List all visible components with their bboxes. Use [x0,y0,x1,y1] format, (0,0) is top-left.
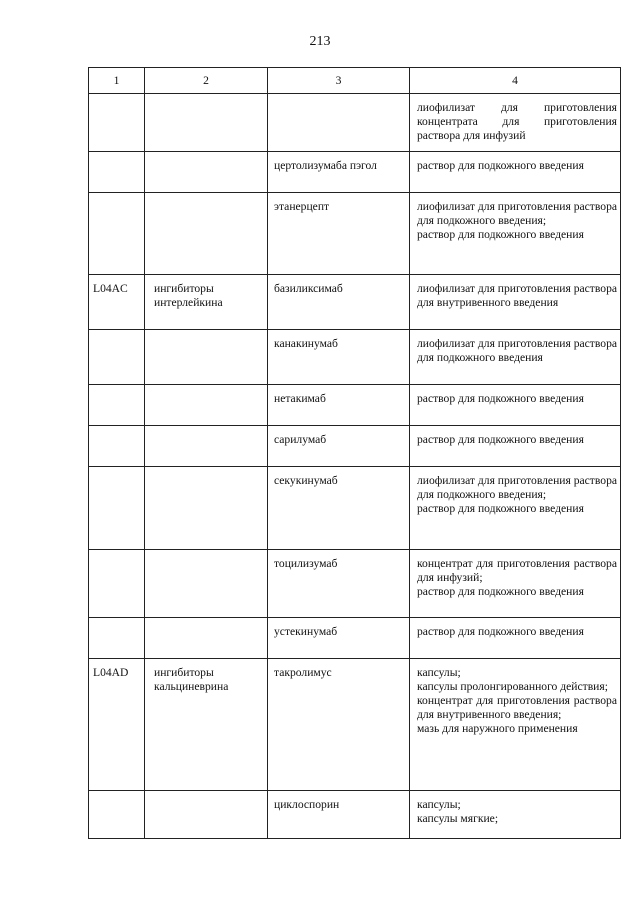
dosage-forms-cell [410,618,621,659]
dosage-form-item: лиофилизат для приготовления раствора для подкожного введения; [417,200,618,227]
dosage-form-list [410,426,620,455]
dosage-form-item: капсулы; [417,666,461,679]
group-name-cell-text [145,550,267,565]
atc-code-cell [89,550,145,618]
drug-name-cell-text: канакинумаб [274,337,338,350]
table-row [89,94,621,152]
dosage-form-item: раствор для подкожного введения [417,228,584,241]
dosage-forms-cell [410,385,621,426]
drug-name-cell-text: секукинумаб [274,474,338,487]
drug-name-cell [268,275,410,330]
dosage-form-item: раствор для подкожного введения [417,392,584,405]
drug-name-cell [268,659,410,791]
drug-name-cell [268,618,410,659]
drug-name-cell [268,467,410,550]
drug-name-cell-text: устекинумаб [274,625,338,638]
atc-code-cell-text: L04AD [93,666,129,679]
drug-name-cell [268,94,410,152]
group-name-cell [145,550,268,618]
dosage-form-item: раствор для подкожного введения [417,502,584,515]
group-name-cell-text [145,330,267,345]
atc-code-cell-text [89,550,144,565]
group-name-cell [145,385,268,426]
atc-code-cell [89,193,145,275]
dosage-form-item: раствор для подкожного введения [417,585,584,598]
dosage-forms-cell [410,426,621,467]
page-number: 213 [309,34,331,49]
group-name-cell [145,152,268,193]
atc-code-cell-text [89,467,144,482]
group-name-cell-text [145,385,267,400]
group-name-cell [145,618,268,659]
drug-name-cell-text [268,94,409,109]
dosage-form-item: раствор для подкожного введения [417,433,584,446]
group-name-cell [145,426,268,467]
dosage-form-list [410,467,620,524]
dosage-form-item: капсулы мягкие; [417,812,499,825]
table-row [89,275,621,330]
dosage-form-item: концентрат для приготовления раствора для инфузий; [417,557,617,584]
table-row [89,193,621,275]
atc-code-cell-text [89,426,144,441]
dosage-forms-cell [410,152,621,193]
dosage-form-list [410,618,620,647]
drug-table [88,67,621,839]
dosage-form-item: лиофилизат для приготовления концентрата для приготовления раствора для инфузий [417,101,617,142]
atc-code-cell [89,618,145,659]
atc-code-cell [89,467,145,550]
dosage-form-item: раствор для подкожного введения [417,159,584,172]
atc-code-cell-text [89,193,144,208]
drug-name-cell-text: сарилумаб [274,433,327,446]
atc-code-cell [89,385,145,426]
group-name-cell [145,94,268,152]
dosage-forms-cell [410,94,621,152]
dosage-form-item: лиофилизат для приготовления раствора для внутривенного введения [417,282,618,309]
group-name-cell [145,193,268,275]
atc-code-cell-text [89,94,144,109]
header-col-4: 4 [410,68,621,94]
dosage-form-item: лиофилизат для приготовления раствора для подкожного введения; [417,474,618,501]
atc-code-cell-text [89,385,144,400]
group-name-cell-text [145,467,267,482]
dosage-form-list [410,152,620,181]
dosage-form-list [410,385,620,414]
dosage-form-item: лиофилизат для приготовления раствора для подкожного введения [417,337,618,364]
table-row [89,791,621,839]
atc-code-cell-text [89,618,144,633]
header-row [89,68,621,94]
group-name-cell-text: ингибиторы кальциневрина [154,666,229,693]
dosage-forms-cell [410,193,621,275]
dosage-form-list [410,94,620,151]
drug-name-cell [268,152,410,193]
atc-code-cell [89,94,145,152]
drug-name-cell [268,791,410,839]
atc-code-cell-text [89,330,144,345]
atc-code-cell [89,275,145,330]
dosage-forms-cell [410,330,621,385]
atc-code-cell-text: L04AC [93,282,128,295]
drug-name-cell-text: нетакимаб [274,392,326,405]
drug-name-cell [268,385,410,426]
group-name-cell [145,791,268,839]
group-name-cell-text [145,152,267,167]
dosage-form-list [410,659,620,744]
header-col-1: 1 [89,68,145,94]
dosage-form-item: капсулы; [417,798,461,811]
table-row [89,426,621,467]
dosage-form-list [410,791,620,834]
table-row [89,467,621,550]
atc-code-cell [89,426,145,467]
group-name-cell-text [145,193,267,208]
dosage-forms-cell [410,791,621,839]
dosage-forms-cell [410,550,621,618]
dosage-form-list [410,330,620,373]
table-row [89,152,621,193]
atc-code-cell-text [89,152,144,167]
table-row [89,330,621,385]
table-row [89,659,621,791]
table-row [89,385,621,426]
drug-name-cell [268,193,410,275]
header-col-3: 3 [268,68,410,94]
header-col-2: 2 [145,68,268,94]
drug-name-cell-text: такролимус [274,666,332,679]
atc-code-cell [89,152,145,193]
group-name-cell [145,659,268,791]
atc-code-cell [89,791,145,839]
group-name-cell [145,275,268,330]
dosage-forms-cell [410,659,621,791]
group-name-cell [145,330,268,385]
table-row [89,550,621,618]
dosage-form-item: капсулы пролонгированного действия; [417,680,608,693]
dosage-form-item: мазь для наружного применения [417,722,578,735]
drug-name-cell-text: этанерцепт [274,200,330,213]
drug-name-cell [268,426,410,467]
group-name-cell-text [145,426,267,441]
dosage-form-item: концентрат для приготовления раствора для внутривенного введения; [417,694,617,721]
drug-name-cell-text: тоцилизумаб [274,557,338,570]
atc-code-cell-text [89,791,144,806]
dosage-form-item: раствор для подкожного введения [417,625,584,638]
drug-name-cell [268,550,410,618]
group-name-cell-text [145,94,267,109]
drug-name-cell-text: базиликсимаб [274,282,343,295]
table-row [89,618,621,659]
group-name-cell-text: ингибиторы интерлейкина [154,282,223,309]
group-name-cell [145,467,268,550]
drug-name-cell-text: цертолизумаба пэгол [274,159,377,172]
dosage-form-list [410,550,620,607]
dosage-forms-cell [410,467,621,550]
atc-code-cell [89,659,145,791]
group-name-cell-text [145,618,267,633]
dosage-form-list [410,193,620,250]
drug-name-cell [268,330,410,385]
dosage-form-list [410,275,620,318]
atc-code-cell [89,330,145,385]
dosage-forms-cell [410,275,621,330]
group-name-cell-text [145,791,267,806]
drug-name-cell-text: циклоспорин [274,798,340,811]
